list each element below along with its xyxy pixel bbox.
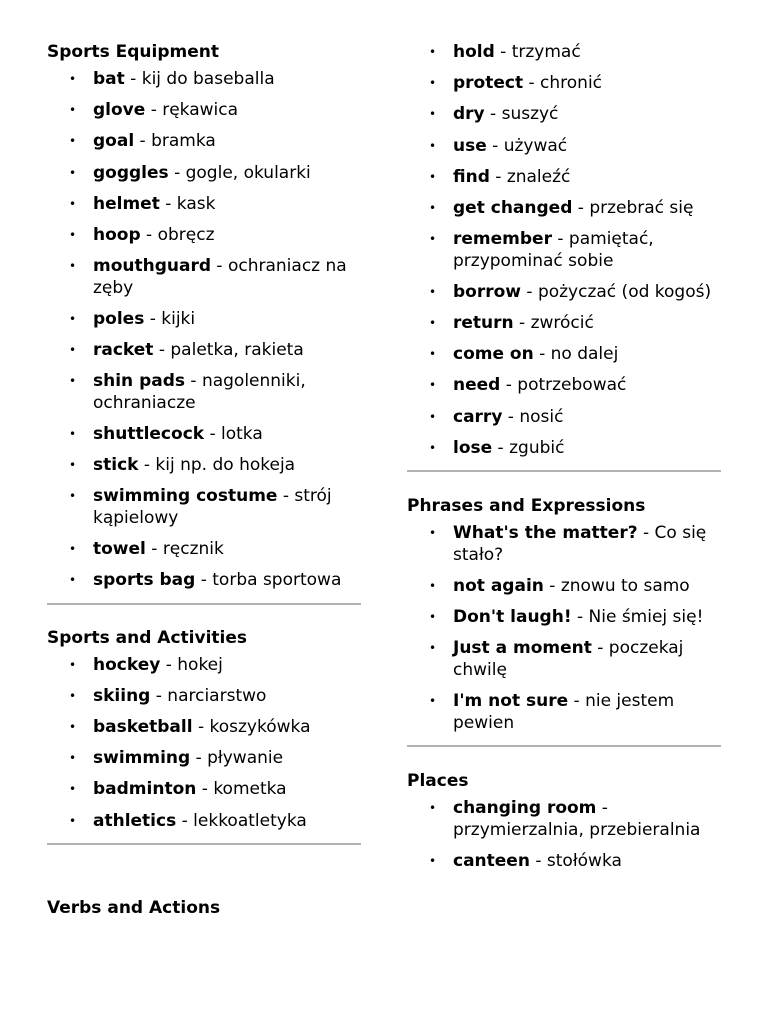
bullet-icon: • bbox=[429, 801, 437, 815]
term: canteen bbox=[453, 850, 530, 871]
term: sports bag bbox=[93, 570, 196, 591]
vocab-list bbox=[407, 798, 721, 872]
list-item bbox=[47, 225, 361, 247]
term: find bbox=[453, 166, 490, 187]
term: Just a moment bbox=[453, 638, 592, 659]
term: shuttlecock bbox=[93, 423, 205, 444]
section-title: Sports Equipment bbox=[47, 42, 219, 62]
term: hold bbox=[453, 42, 495, 62]
translation: - no dalej bbox=[533, 344, 619, 365]
translation: - hokej bbox=[160, 654, 223, 675]
bullet-icon: • bbox=[69, 374, 77, 389]
bullet-icon: • bbox=[69, 227, 77, 242]
translation: - kij np. do hokeja bbox=[138, 455, 296, 476]
term: hockey bbox=[93, 654, 161, 675]
section-title: Sports and Activities bbox=[47, 627, 247, 648]
list-item bbox=[407, 438, 721, 460]
bullet-icon: • bbox=[429, 347, 437, 362]
translation: - kij do baseballa bbox=[124, 69, 275, 89]
list-item bbox=[47, 539, 361, 561]
list-item bbox=[47, 194, 361, 216]
bullet-icon: • bbox=[429, 138, 437, 153]
term: mouthguard bbox=[93, 256, 212, 277]
bullet-icon: • bbox=[429, 641, 437, 656]
bullet-icon: • bbox=[69, 196, 77, 211]
bullet-icon: • bbox=[69, 489, 77, 504]
translation: - paletka, rakieta bbox=[153, 340, 304, 360]
bullet-icon: • bbox=[429, 610, 437, 625]
term: need bbox=[453, 375, 501, 396]
translation: - nagolenniki, ochraniacze bbox=[93, 371, 306, 413]
translation: - ochraniacz na zęby bbox=[93, 256, 347, 298]
translation: - przebrać się bbox=[572, 197, 694, 218]
translation: - narciarstwo bbox=[150, 685, 267, 706]
list-item bbox=[47, 424, 361, 446]
bullet-icon: • bbox=[429, 694, 437, 708]
translation: - trzymać bbox=[494, 42, 581, 62]
list-item bbox=[407, 198, 721, 220]
bullet-icon: • bbox=[69, 165, 77, 180]
list-item bbox=[47, 256, 361, 299]
list-item bbox=[47, 570, 361, 592]
section-verbs-continued bbox=[407, 42, 721, 459]
term: carry bbox=[453, 406, 503, 427]
term: basketball bbox=[93, 717, 193, 737]
bullet-icon: • bbox=[429, 378, 437, 393]
translation: - chronić bbox=[523, 73, 603, 94]
bullet-icon: • bbox=[429, 45, 437, 59]
list-item bbox=[407, 344, 721, 366]
list-item bbox=[407, 851, 721, 873]
translation: - zwrócić bbox=[513, 313, 594, 333]
list-item bbox=[407, 73, 721, 95]
translation: - znaleźć bbox=[489, 166, 571, 187]
translation: - Nie śmiej się! bbox=[571, 607, 704, 628]
bullet-icon: • bbox=[69, 311, 77, 326]
translation: - przymierzalnia, przebieralnia bbox=[453, 798, 701, 840]
list-item bbox=[407, 576, 721, 598]
bullet-icon: • bbox=[69, 657, 77, 672]
list-item bbox=[407, 42, 721, 64]
term: athletics bbox=[93, 810, 177, 831]
vocab-list bbox=[47, 655, 361, 832]
translation: - zgubić bbox=[492, 437, 565, 458]
list-item bbox=[47, 163, 361, 185]
section-phrases bbox=[407, 496, 721, 734]
bullet-icon: • bbox=[429, 169, 437, 184]
translation: - lekkoatletyka bbox=[176, 810, 307, 831]
term: swimming costume bbox=[93, 486, 278, 507]
list-item bbox=[47, 686, 361, 708]
section-divider bbox=[47, 843, 361, 845]
term: get changed bbox=[453, 197, 573, 218]
section-title: Verbs and Actions bbox=[47, 898, 221, 919]
list-item bbox=[407, 136, 721, 158]
term: hoop bbox=[93, 224, 141, 245]
term: bat bbox=[93, 69, 125, 89]
section-verbs-actions bbox=[47, 898, 361, 918]
bullet-icon: • bbox=[69, 573, 77, 588]
translation: - nosić bbox=[502, 406, 564, 427]
translation: - bramka bbox=[134, 131, 216, 152]
bullet-icon: • bbox=[69, 72, 77, 86]
term: dry bbox=[453, 104, 485, 125]
bullet-icon: • bbox=[69, 103, 77, 118]
translation: - znowu to samo bbox=[543, 575, 690, 596]
bullet-icon: • bbox=[429, 316, 437, 330]
bullet-icon: • bbox=[69, 259, 77, 274]
translation: - gogle, okularki bbox=[168, 162, 311, 183]
section-title: Places bbox=[407, 771, 469, 791]
bullet-icon: • bbox=[429, 200, 437, 215]
section-title: Phrases and Expressions bbox=[407, 496, 646, 517]
vocab-list bbox=[47, 69, 361, 592]
bullet-icon: • bbox=[69, 751, 77, 766]
term: Don't laugh! bbox=[453, 607, 572, 628]
list-item bbox=[47, 100, 361, 122]
term: towel bbox=[93, 538, 146, 559]
term: skiing bbox=[93, 685, 151, 706]
bullet-icon: • bbox=[69, 688, 77, 703]
list-item bbox=[407, 607, 721, 629]
term: protect bbox=[453, 73, 524, 94]
translation: - torba sportowa bbox=[195, 570, 342, 591]
translation: - strój kąpielowy bbox=[93, 486, 332, 528]
section-sports-activities bbox=[47, 628, 361, 832]
term: What's the matter? bbox=[453, 523, 638, 544]
term: swimming bbox=[93, 748, 191, 769]
translation: - kometka bbox=[196, 779, 287, 800]
bullet-icon: • bbox=[429, 440, 437, 455]
list-item bbox=[47, 779, 361, 801]
translation: - stołówka bbox=[529, 850, 622, 871]
translation: - suszyć bbox=[484, 104, 559, 125]
term: not again bbox=[453, 575, 544, 596]
term: goggles bbox=[93, 162, 169, 183]
bullet-icon: • bbox=[429, 284, 437, 299]
translation: - Co się stało? bbox=[453, 523, 707, 565]
list-item bbox=[47, 340, 361, 362]
term: shin pads bbox=[93, 371, 185, 392]
vocab-list bbox=[407, 42, 721, 459]
list-item bbox=[47, 131, 361, 153]
translation: - poczekaj chwilę bbox=[453, 638, 684, 680]
term: poles bbox=[93, 308, 145, 329]
translation: - kask bbox=[159, 193, 216, 214]
translation: - rękawica bbox=[145, 100, 239, 121]
bullet-icon: • bbox=[69, 134, 77, 149]
term: glove bbox=[93, 100, 146, 121]
list-item bbox=[407, 523, 721, 566]
term: badminton bbox=[93, 779, 197, 800]
term: lose bbox=[453, 437, 493, 458]
list-item bbox=[47, 748, 361, 770]
bullet-icon: • bbox=[429, 107, 437, 122]
list-item bbox=[407, 375, 721, 397]
bullet-icon: • bbox=[69, 782, 77, 797]
section-divider bbox=[47, 603, 361, 605]
term: use bbox=[453, 135, 487, 156]
bullet-icon: • bbox=[69, 458, 77, 473]
bullet-icon: • bbox=[429, 578, 437, 593]
right-column bbox=[407, 42, 721, 882]
term: come on bbox=[453, 344, 534, 365]
list-item bbox=[407, 313, 721, 335]
translation: - używać bbox=[486, 135, 568, 156]
bullet-icon: • bbox=[429, 409, 437, 424]
list-item bbox=[47, 69, 361, 91]
translation: - pamiętać, przypominać sobie bbox=[453, 229, 654, 271]
term: I'm not sure bbox=[453, 691, 569, 711]
list-item bbox=[407, 638, 721, 681]
translation: - kijki bbox=[144, 308, 196, 329]
term: helmet bbox=[93, 193, 160, 214]
list-item bbox=[407, 167, 721, 189]
section-divider bbox=[407, 470, 721, 472]
section-divider bbox=[407, 745, 721, 747]
bullet-icon: • bbox=[69, 426, 77, 441]
list-item bbox=[407, 229, 721, 272]
translation: - lotka bbox=[204, 423, 263, 444]
list-item bbox=[407, 798, 721, 841]
term: changing room bbox=[453, 798, 597, 818]
translation: - pożyczać (od kogoś) bbox=[521, 281, 712, 302]
bullet-icon: • bbox=[429, 526, 437, 541]
translation: - nie jestem pewien bbox=[453, 691, 675, 733]
list-item bbox=[407, 282, 721, 304]
section-places bbox=[407, 771, 721, 872]
translation: - koszykówka bbox=[192, 717, 311, 737]
list-item bbox=[47, 371, 361, 414]
bullet-icon: • bbox=[69, 541, 77, 556]
list-item bbox=[47, 717, 361, 739]
list-item bbox=[47, 309, 361, 331]
term: remember bbox=[453, 229, 552, 250]
term: racket bbox=[93, 340, 154, 360]
list-item bbox=[47, 811, 361, 833]
section-sports-equipment bbox=[47, 42, 361, 592]
term: return bbox=[453, 313, 514, 333]
list-item bbox=[47, 486, 361, 529]
left-column bbox=[47, 42, 361, 925]
vocab-list bbox=[407, 523, 721, 734]
bullet-icon: • bbox=[429, 232, 437, 247]
list-item bbox=[407, 407, 721, 429]
term: goal bbox=[93, 131, 135, 152]
translation: - pływanie bbox=[190, 748, 284, 769]
term: stick bbox=[93, 455, 139, 476]
translation: - obręcz bbox=[140, 224, 215, 245]
list-item bbox=[407, 104, 721, 126]
bullet-icon: • bbox=[429, 76, 437, 91]
term: borrow bbox=[453, 281, 521, 302]
bullet-icon: • bbox=[429, 853, 437, 868]
list-item bbox=[407, 691, 721, 734]
translation: - potrzebować bbox=[500, 375, 627, 396]
list-item bbox=[47, 655, 361, 677]
bullet-icon: • bbox=[69, 813, 77, 828]
bullet-icon: • bbox=[69, 720, 77, 734]
list-item bbox=[47, 455, 361, 477]
bullet-icon: • bbox=[69, 343, 77, 357]
translation: - ręcznik bbox=[145, 538, 224, 559]
